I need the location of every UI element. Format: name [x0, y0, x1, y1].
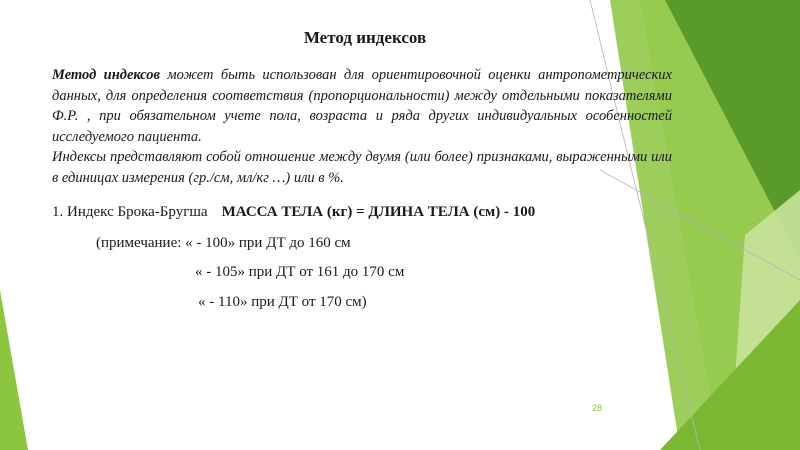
note-line-3: « - 110» при ДТ от 170 см): [198, 294, 367, 310]
page-number: 28: [592, 403, 603, 413]
index-formula: МАССА ТЕЛА (кг) = ДЛИНА ТЕЛА (см) - 100: [221, 204, 536, 220]
left-accent-shape: [0, 290, 28, 450]
index-label: 1. Индекс Брока-Бругша: [52, 204, 208, 220]
indices-definition: Индексы представляют собой отношение между двумя (или более) признаками, выраженными или в единицах измерения (гр./см, мл/кг …) или в %.: [52, 149, 672, 186]
description-body: может быть использован для ориентировочной оценки антропометрических данных, для определения соответствия (пропорциональности) между отдельными показателями Ф.Р. , при обязательном учете пола, возраста и ряда других индивидуальных особенностей исследуемого пациента.: [52, 67, 672, 145]
description-text: [52, 65, 672, 188]
description-lead: Метод индексов: [52, 67, 160, 83]
broca-index-line: [52, 204, 535, 221]
note-line-2: « - 105» при ДТ от 161 до 170 см: [195, 264, 405, 280]
note-line-1: (примечание: « - 100» при ДТ до 160 см: [96, 235, 351, 251]
slide-title: Метод индексов: [303, 28, 427, 47]
